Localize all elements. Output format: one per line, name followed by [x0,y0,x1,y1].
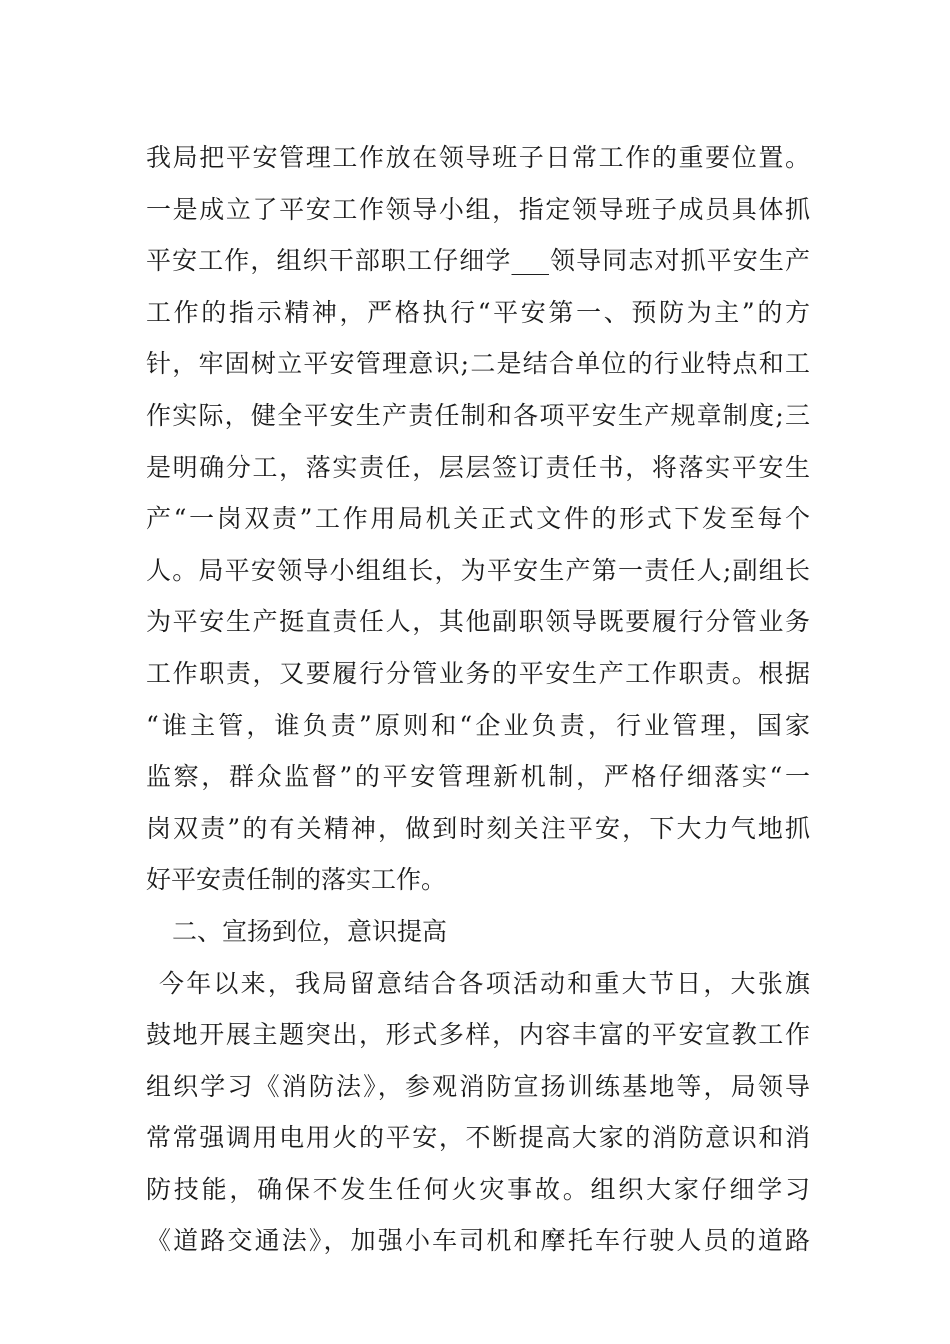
paragraph-line: 作实际，健全平安生产责任制和各项平安生产规章制度;三 [146,400,810,430]
paragraph-line: 平安工作，组织干部职工仔细学___领导同志对抓平安生产 [146,246,810,276]
paragraph-line: 鼓地开展主题突出，形式多样，内容丰富的平安宣教工作 [146,1020,810,1050]
paragraph-line: 人。局平安领导小组组长，为平安生产第一责任人;副组长 [146,555,810,585]
paragraph-line: 工作的指示精神，严格执行“平安第一、预防为主”的方 [146,297,810,327]
paragraph-line: 岗双责”的有关精神，做到时刻关注平安，下大力气地抓 [146,813,810,843]
paragraph-line: 一是成立了平安工作领导小组，指定领导班子成员具体抓 [146,194,810,224]
paragraph-line: 工作职责，又要履行分管业务的平安生产工作职责。根据 [146,658,810,688]
paragraph-line: 常常强调用电用火的平安，不断提高大家的消防意识和消 [146,1123,810,1153]
paragraph-line: 我局把平安管理工作放在领导班子日常工作的重要位置。 [146,143,810,172]
paragraph-2 [146,958,810,1268]
paragraph-line: 是明确分工，落实责任，层层签订责任书，将落实平安生 [146,452,810,482]
document-body [146,132,810,1267]
paragraph-line: 今年以来，我局留意结合各项活动和重大节日，大张旗 [159,968,810,998]
paragraph-line: 为平安生产挺直责任人，其他副职领导既要履行分管业务 [146,607,810,637]
paragraph-line: “谁主管，谁负责”原则和“企业负责，行业管理，国家 [146,710,810,740]
paragraph-line: 监察，群众监督”的平安管理新机制，严格仔细落实“一 [146,762,810,792]
paragraph-line: 《道路交通法》，加强小车司机和摩托车行驶人员的道路 [146,1226,810,1256]
paragraph-line: 产“一岗双责”工作用局机关正式文件的形式下发至每个 [146,504,810,534]
paragraph-line: 针，牢固树立平安管理意识;二是结合单位的行业特点和工 [146,349,810,379]
paragraph-1 [146,132,810,906]
paragraph-line: 好平安责任制的落实工作。 [146,865,447,895]
paragraph-line: 防技能，确保不发生任何火灾事故。组织大家仔细学习 [146,1174,810,1204]
paragraph-line: 组织学习《消防法》，参观消防宣扬训练基地等，局领导 [146,1071,810,1101]
section-heading: 二、宣扬到位，意识提高 [172,916,448,946]
